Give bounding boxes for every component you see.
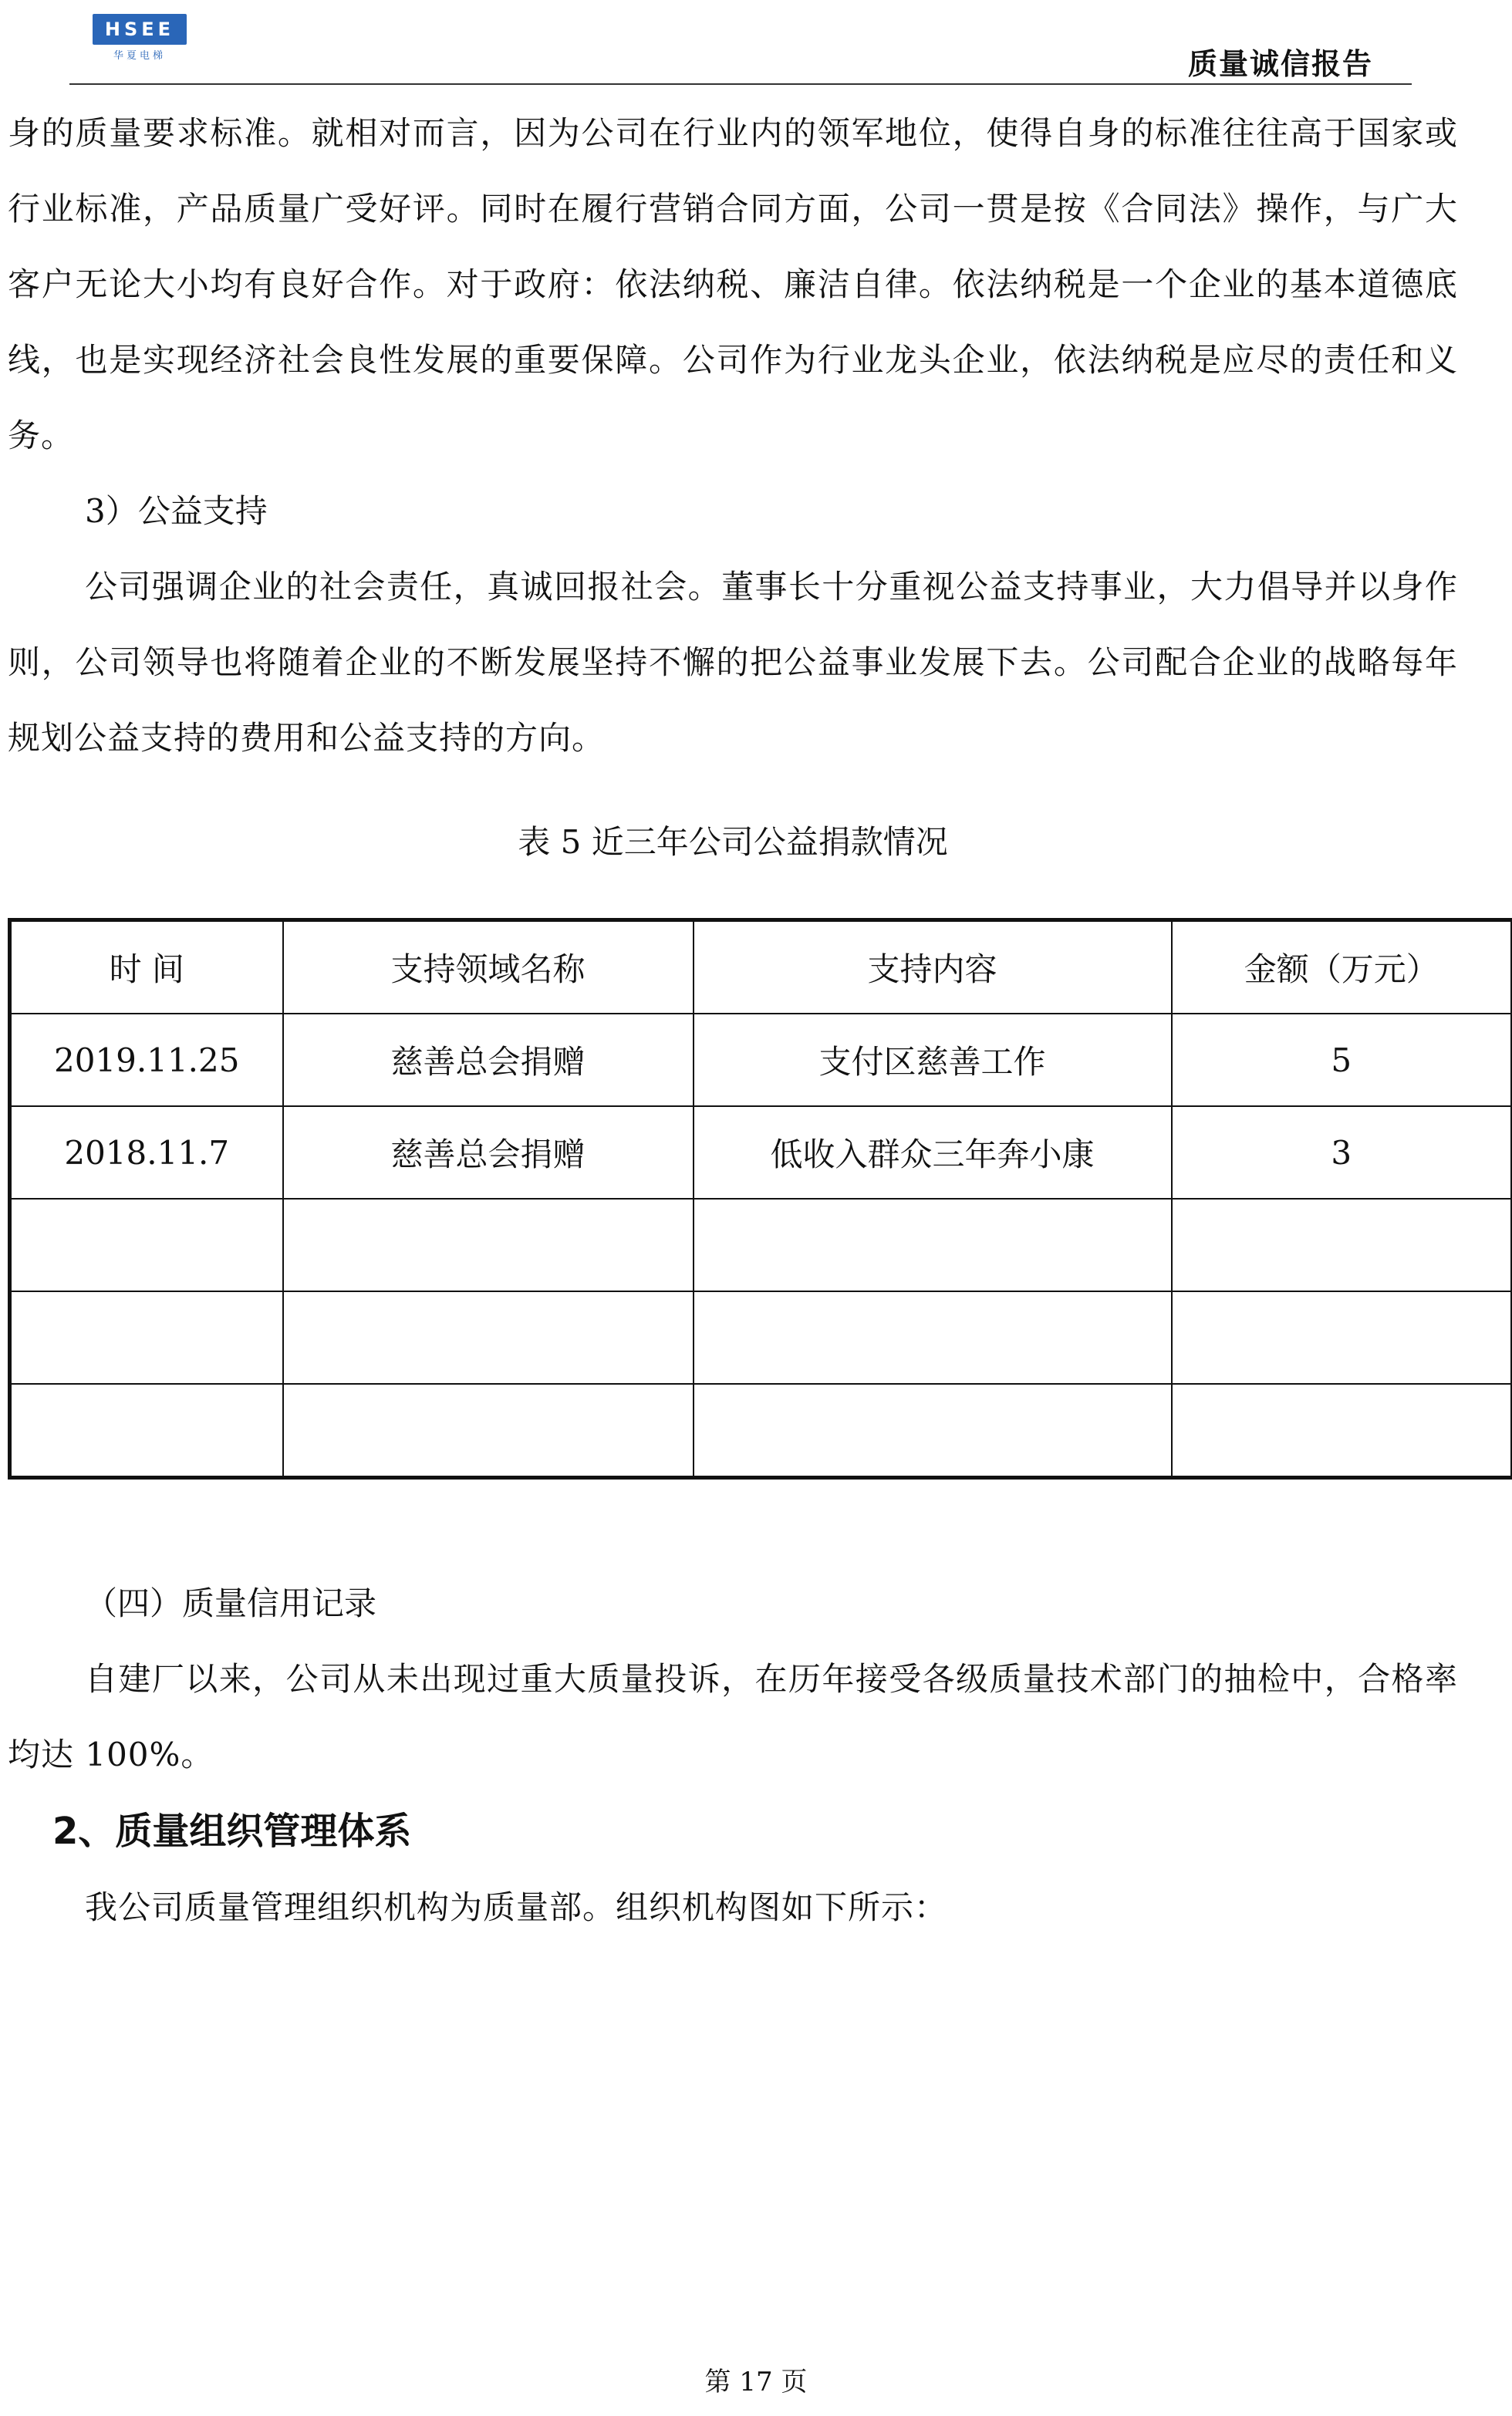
column-header-content: 支持内容 xyxy=(694,920,1172,1014)
table-cell xyxy=(694,1384,1172,1478)
table-cell xyxy=(283,1291,694,1384)
table-cell xyxy=(694,1199,1172,1291)
table-cell: 支付区慈善工作 xyxy=(694,1014,1172,1106)
table-cell: 低收入群众三年奔小康 xyxy=(694,1106,1172,1199)
public-welfare-paragraph: 公司强调企业的社会责任，真诚回报社会。董事长十分重视公益支持事业，大力倡导并以身作则，公司领导也将随着企业的不断发展坚持不懈的把公益事业发展下去。公司配合企业的战略每年规划公益支持的费用和公益支持的方向。 xyxy=(8,568,1458,757)
table-header-row xyxy=(10,920,1512,1014)
table-row xyxy=(10,1199,1512,1291)
document-body xyxy=(8,96,1458,866)
report-title: 质量诚信报告 xyxy=(1187,47,1373,81)
table-cell: 5 xyxy=(1172,1014,1512,1106)
header-divider xyxy=(69,83,1412,85)
table-cell xyxy=(283,1199,694,1291)
intro-paragraph: 身的质量要求标准。就相对而言，因为公司在行业内的领军地位，使得自身的标准往往高于国家或行业标准，产品质量广受好评。同时在履行营销合同方面，公司一贯是按《合同法》操作，与广大客户无论大小均有良好合作。对于政府：依法纳税、廉洁自律。依法纳税是一个企业的基本道德底线，也是实现经济社会良性发展的重要保障。公司作为行业龙头企业，依法纳税是应尽的责任和义务。 xyxy=(8,114,1458,454)
table-cell xyxy=(1172,1291,1512,1384)
page-number: 第 17 页 xyxy=(704,2367,808,2397)
table-cell xyxy=(1172,1199,1512,1291)
credit-record-heading: （四）质量信用记录 xyxy=(85,1584,377,1622)
table-row xyxy=(10,1291,1512,1384)
company-logo xyxy=(93,14,187,62)
logo-mark: HSEE xyxy=(93,14,187,45)
document-body-lower xyxy=(8,1566,1458,1945)
column-header-time: 时 间 xyxy=(10,920,283,1014)
column-header-amount: 金额（万元） xyxy=(1172,920,1512,1014)
column-header-field: 支持领域名称 xyxy=(283,920,694,1014)
table-row xyxy=(10,1384,1512,1478)
table-cell: 慈善总会捐赠 xyxy=(283,1014,694,1106)
org-system-heading: 2、质量组织管理体系 xyxy=(52,1810,412,1853)
table-caption: 表 5 近三年公司公益捐款情况 xyxy=(518,823,948,861)
table-row xyxy=(10,1106,1512,1199)
table-row xyxy=(10,1014,1512,1106)
org-system-paragraph: 我公司质量管理组织机构为质量部。组织机构图如下所示： xyxy=(85,1888,948,1926)
table-cell xyxy=(1172,1384,1512,1478)
donation-table xyxy=(8,918,1512,1480)
table-cell: 2018.11.7 xyxy=(10,1106,283,1199)
table-cell: 慈善总会捐赠 xyxy=(283,1106,694,1199)
table-cell xyxy=(10,1199,283,1291)
credit-record-paragraph: 自建厂以来，公司从未出现过重大质量投诉，在历年接受各级质量技术部门的抽检中，合格率均达 100%。 xyxy=(8,1660,1458,1773)
table-cell xyxy=(10,1291,283,1384)
table-cell xyxy=(283,1384,694,1478)
table-cell: 3 xyxy=(1172,1106,1512,1199)
public-welfare-heading: 3）公益支持 xyxy=(85,492,268,530)
logo-subtext: 华夏电梯 xyxy=(113,50,166,62)
table-cell: 2019.11.25 xyxy=(10,1014,283,1106)
table-cell xyxy=(10,1384,283,1478)
table-cell xyxy=(694,1291,1172,1384)
